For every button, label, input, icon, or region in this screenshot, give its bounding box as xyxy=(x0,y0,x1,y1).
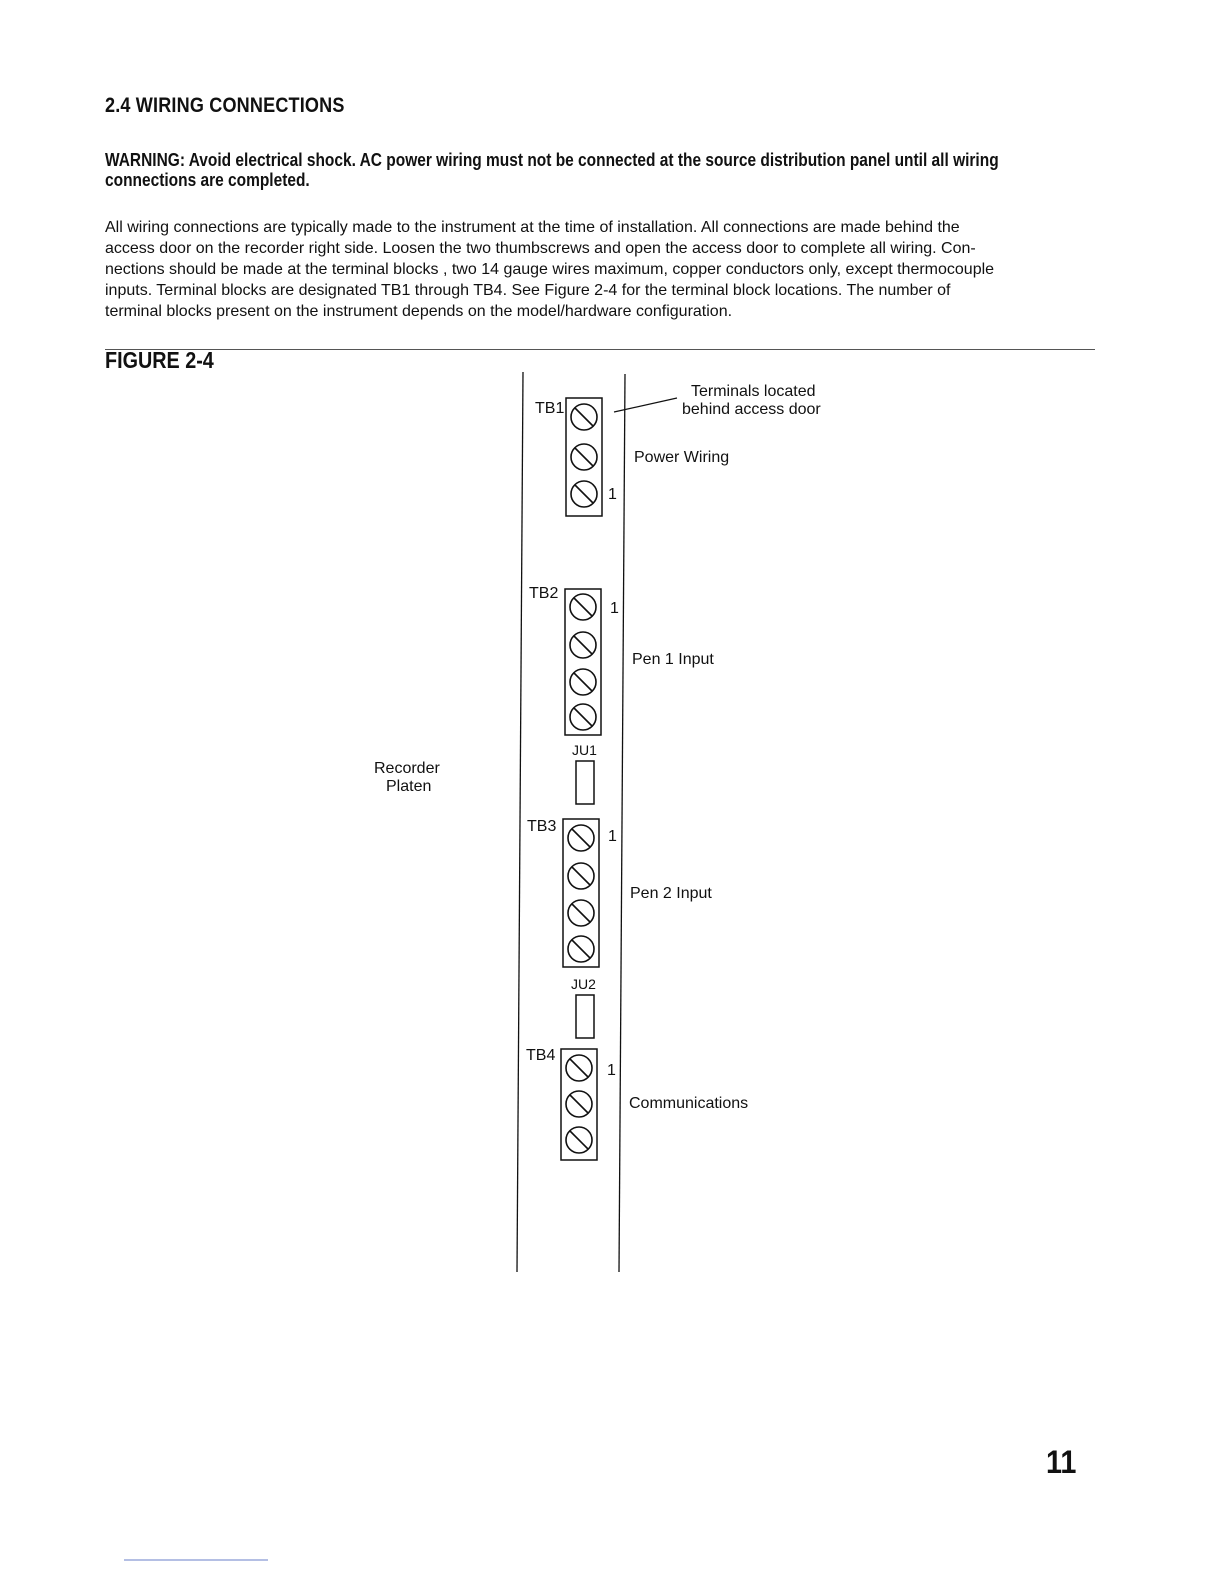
ju2-jumper xyxy=(576,995,594,1038)
body-line: access door on the recorder right side. Loosen the two thumbscrews and open the access door to complete all wiring. Con- xyxy=(105,240,976,257)
body-line: inputs. Terminal blocks are designated TB1 through TB4. See Figure 2-4 for the terminal block locations. The number of xyxy=(105,282,951,299)
tb4-label: TB4 xyxy=(526,1047,556,1064)
platen-label-2: Platen xyxy=(386,778,432,795)
terminal-screw xyxy=(568,825,594,851)
tb1-function: Power Wiring xyxy=(634,449,730,466)
body-line: terminal blocks present on the instrument depends on the model/hardware configuration. xyxy=(105,303,733,320)
terminal-screw xyxy=(570,704,596,730)
tb4-function: Communications xyxy=(629,1095,749,1112)
callout-line-2: behind access door xyxy=(682,401,821,418)
terminal-screw xyxy=(571,444,597,470)
tb3-label: TB3 xyxy=(527,818,557,835)
terminal-screw xyxy=(566,1127,592,1153)
tb3-function: Pen 2 Input xyxy=(630,885,712,902)
ju1-label: JU1 xyxy=(572,742,597,758)
terminal-screw xyxy=(568,936,594,962)
tb1-pin1: 1 xyxy=(608,486,617,503)
figure-title: FIGURE 2-4 xyxy=(105,347,214,373)
terminal-screw xyxy=(570,594,596,620)
terminal-screw xyxy=(571,404,597,430)
section-heading: 2.4 WIRING CONNECTIONS xyxy=(105,94,345,117)
terminal-screw xyxy=(566,1055,592,1081)
callout-leader xyxy=(614,398,677,412)
platen-label-1: Recorder xyxy=(374,760,440,777)
page-number: 11 xyxy=(1046,1444,1077,1480)
tb2-label: TB2 xyxy=(529,585,559,602)
platen-left-edge xyxy=(517,372,523,1272)
tb4-pin1: 1 xyxy=(607,1062,616,1079)
terminal-screw xyxy=(568,863,594,889)
tb3-pin1: 1 xyxy=(608,828,617,845)
tb1-label: TB1 xyxy=(535,400,565,417)
tb2-pin1: 1 xyxy=(610,600,619,617)
platen-right-edge xyxy=(619,374,625,1272)
terminal-screw xyxy=(571,481,597,507)
terminal-screw xyxy=(568,900,594,926)
callout-line-1: Terminals located xyxy=(691,383,816,400)
ju2-label: JU2 xyxy=(571,976,596,992)
terminal-screw xyxy=(570,632,596,658)
terminal-screw xyxy=(566,1091,592,1117)
body-line: All wiring connections are typically made to the instrument at the time of installation. All connections are made behind the xyxy=(105,219,960,236)
ju1-jumper xyxy=(576,761,594,804)
terminal-screw xyxy=(570,669,596,695)
tb2-function: Pen 1 Input xyxy=(632,651,714,668)
body-line: nections should be made at the terminal blocks , two 14 gauge wires maximum, copper conductors only, except thermocouple xyxy=(105,261,995,278)
warning-line-2: connections are completed. xyxy=(105,170,310,190)
warning-line-1: WARNING: Avoid electrical shock. AC power wiring must not be connected at the source distribution panel until all wiring xyxy=(105,150,999,170)
